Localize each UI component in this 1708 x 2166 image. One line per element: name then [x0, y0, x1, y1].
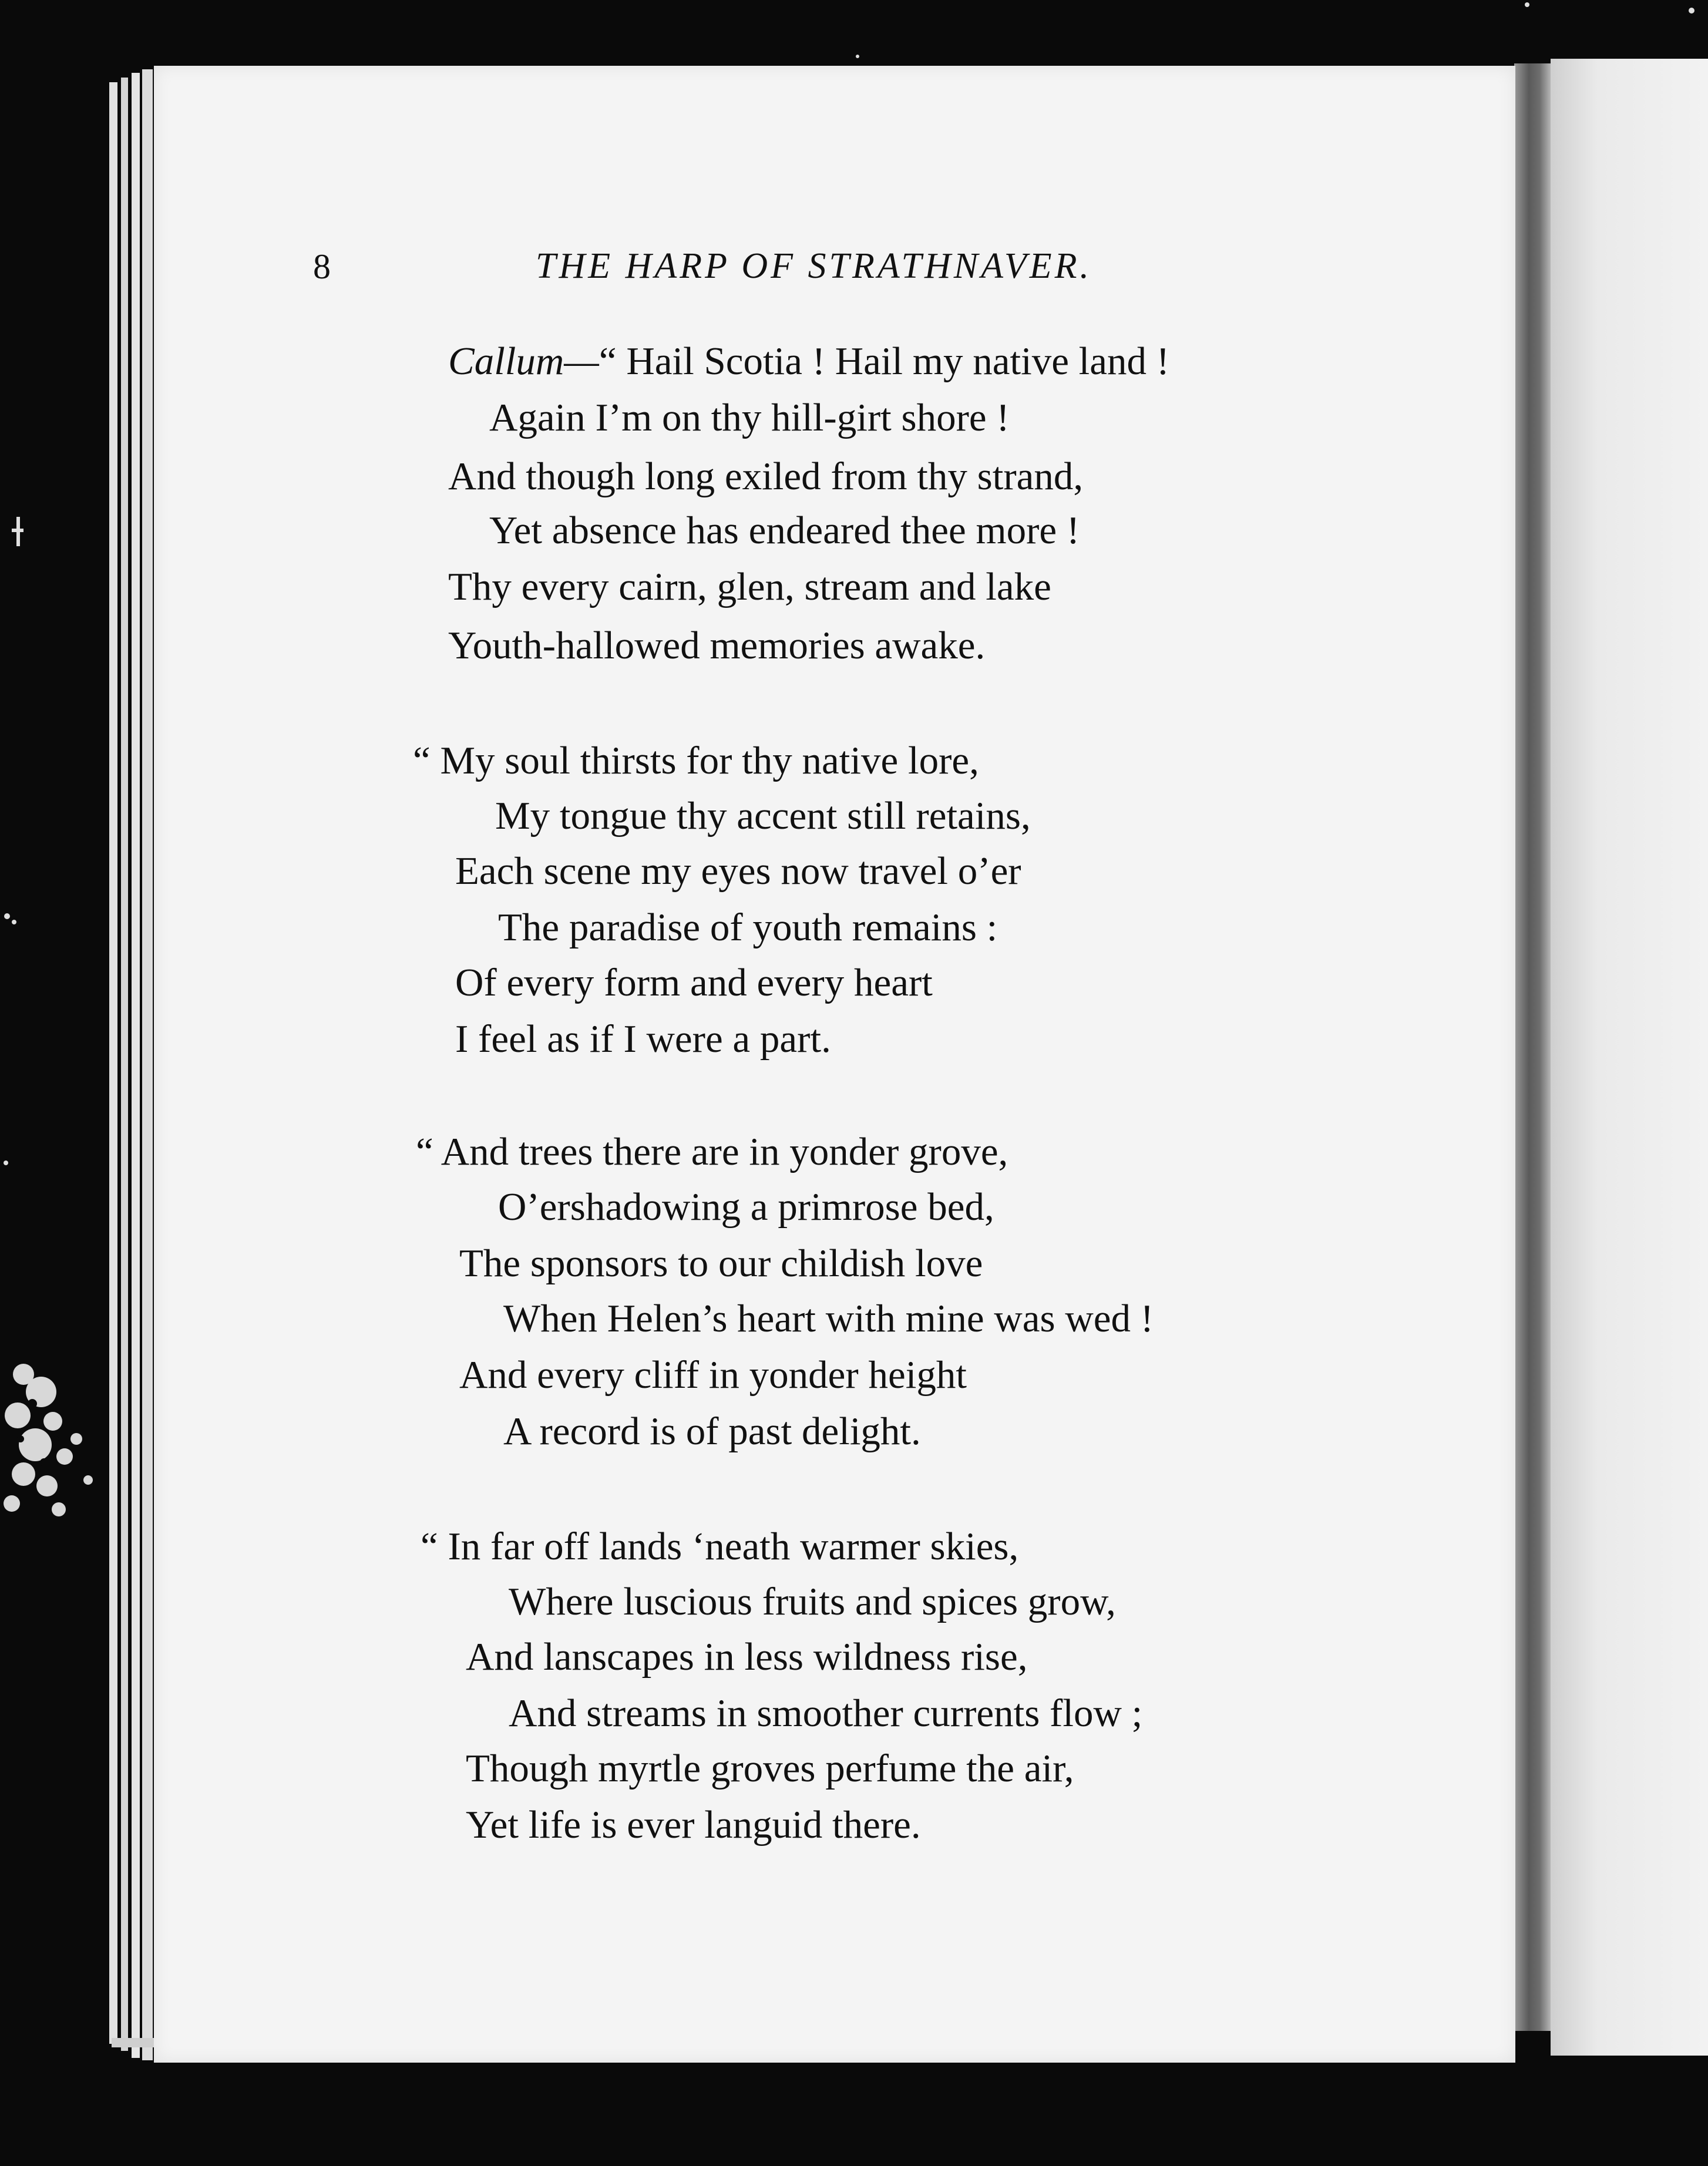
page-gutter-shadow	[1514, 63, 1551, 2031]
poem-line	[448, 339, 1170, 383]
poem-line: I feel as if I were a part.	[455, 1017, 831, 1061]
poem-line: Of every form and every heart	[455, 961, 933, 1004]
poem-line: Yet absence has endeared thee more !	[489, 509, 1080, 552]
poem-line: Each scene my eyes now travel o’er	[455, 849, 1021, 893]
poem-line: Where luscious fruits and spices grow,	[509, 1580, 1116, 1623]
poem-line: Again I’m on thy hill-girt shore !	[489, 396, 1010, 439]
line-text: “ Hail Scotia ! Hail my native land !	[599, 339, 1170, 383]
page-number: 8	[313, 247, 331, 286]
poem-line: My tongue thy accent still retains,	[495, 794, 1031, 838]
poem-line: “ And trees there are in yonder grove,	[416, 1130, 1008, 1173]
poem-line: Youth-hallowed memories awake.	[448, 624, 986, 667]
speaker-name: Callum—	[448, 339, 599, 383]
poem-line: And every cliff in yonder height	[459, 1353, 967, 1397]
page-edge	[121, 78, 128, 2051]
poem-line: The paradise of youth remains :	[498, 906, 998, 949]
poem-line: The sponsors to our childish love	[459, 1242, 983, 1285]
poem-line: Though myrtle groves perfume the air,	[466, 1747, 1074, 1790]
scan-debris	[0, 1351, 117, 1550]
poem-line: And lanscapes in less wildness rise,	[466, 1635, 1028, 1679]
poem-line: And though long exiled from thy strand,	[448, 455, 1084, 498]
poem-line: O’ershadowing a primrose bed,	[498, 1185, 994, 1229]
poem-line: Thy every cairn, glen, stream and lake	[448, 565, 1051, 608]
page-edge	[132, 73, 140, 2058]
poem-line: “ In far off lands ‘neath warmer skies,	[421, 1525, 1019, 1568]
poem-line: A record is of past delight.	[503, 1410, 921, 1453]
page-edge	[109, 82, 117, 2044]
page-edge	[142, 69, 153, 2060]
poem-line: “ My soul thirsts for thy native lore,	[413, 739, 979, 782]
running-title: THE HARP OF STRATHNAVER.	[536, 246, 1092, 286]
facing-page-edge	[1551, 59, 1708, 2056]
poem-line: And streams in smoother currents flow ;	[509, 1691, 1143, 1735]
poem-line: When Helen’s heart with mine was wed !	[503, 1297, 1154, 1340]
poem-line: Yet life is ever languid there.	[466, 1803, 921, 1847]
